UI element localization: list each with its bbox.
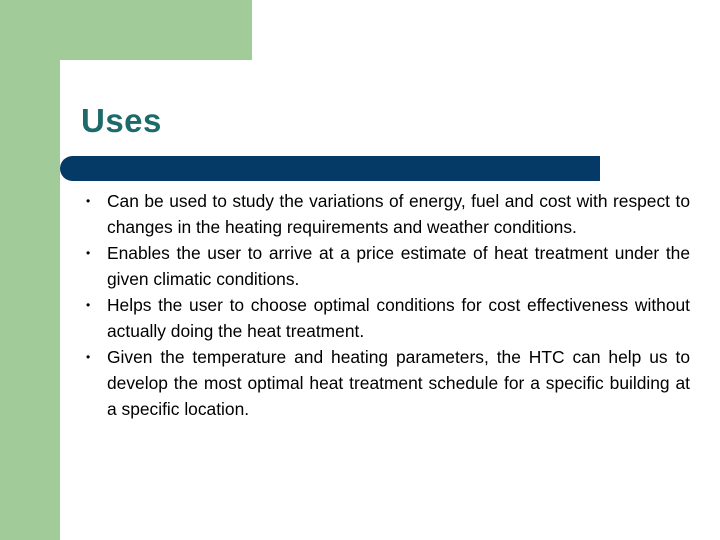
bullet-icon: • — [86, 350, 91, 364]
bullet-item — [86, 344, 690, 422]
bullet-text: Helps the user to choose optimal conditions for cost effectiveness without actually doing the heat treatment. — [107, 295, 690, 341]
bullet-text: Enables the user to arrive at a price estimate of heat treatment under the given climatic conditions. — [107, 243, 690, 289]
green-accent-left — [0, 0, 60, 540]
bullet-item — [86, 292, 690, 344]
bullet-item — [86, 240, 690, 292]
bullet-icon: • — [86, 246, 91, 260]
bullet-icon: • — [86, 298, 91, 312]
bullet-text: Given the temperature and heating parameters, the HTC can help us to develop the most optimal heat treatment schedule for a specific building at a specific location. — [107, 347, 690, 419]
bullet-list — [86, 188, 690, 422]
title-underline-bar — [60, 156, 600, 181]
slide-title: Uses — [81, 102, 162, 139]
bullet-text: Can be used to study the variations of energy, fuel and cost with respect to changes in the heating requirements and weather conditions. — [107, 191, 690, 237]
bullet-icon: • — [86, 194, 91, 208]
green-accent-top — [0, 0, 252, 60]
bullet-item — [86, 188, 690, 240]
